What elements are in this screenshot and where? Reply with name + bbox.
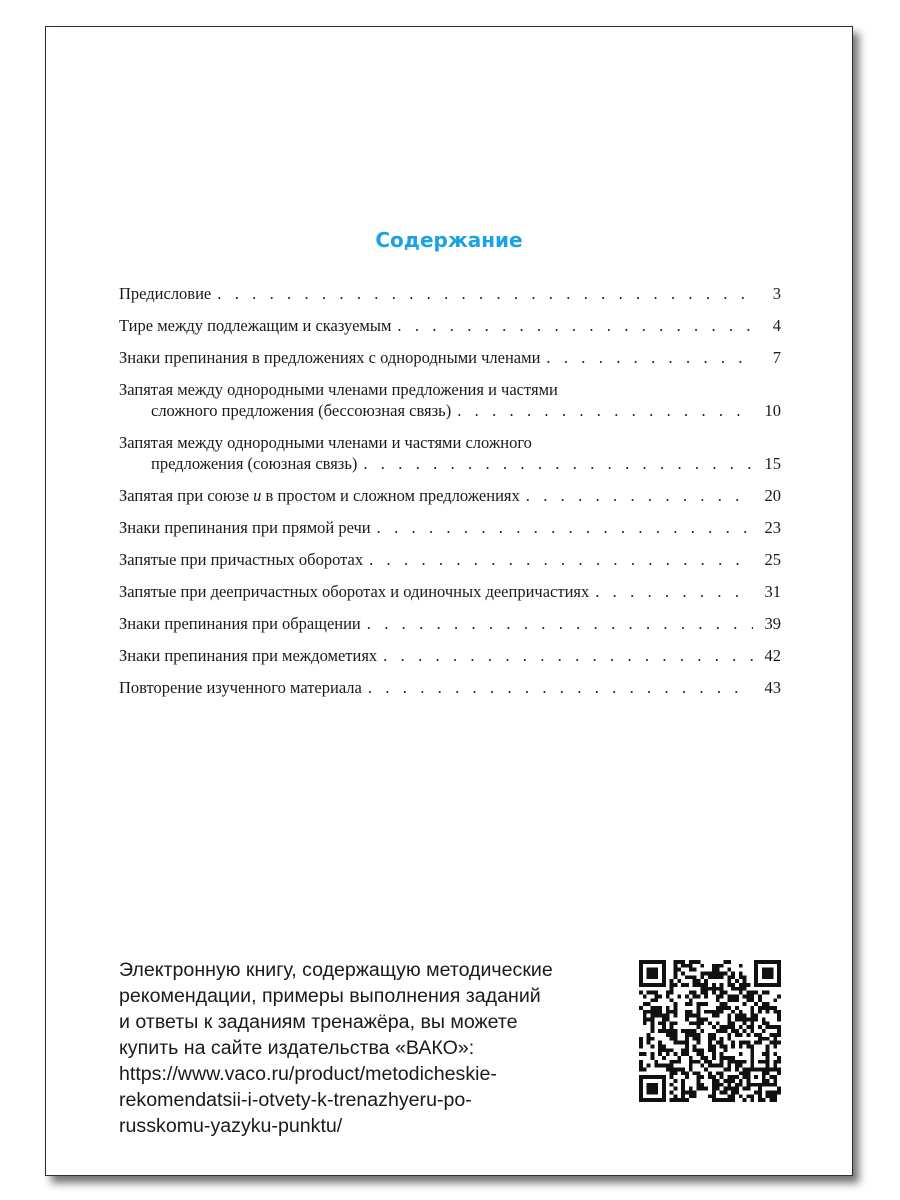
dot-leader xyxy=(363,453,753,474)
toc-entry-title: предложения (союзная связь) xyxy=(151,454,358,473)
toc-entry-title: Знаки препинания при обращении xyxy=(119,614,361,633)
toc-entry-title: Повторение изученного материала xyxy=(119,678,362,697)
toc-entry-title-line: Запятая между однородными членами и частями сложного xyxy=(119,433,532,452)
toc-entry-title: Знаки препинания при прямой речи xyxy=(119,518,371,537)
dot-leader xyxy=(397,315,753,336)
toc-entry[interactable] xyxy=(119,347,781,368)
toc-entry-page-number: 39 xyxy=(764,614,781,633)
ebook-note-line: купить на сайте издательства «ВАКО»: xyxy=(119,1037,475,1059)
toc-entry[interactable] xyxy=(119,485,781,506)
toc-entry-title: Знаки препинания в предложениях с однородными членами xyxy=(119,348,541,367)
dot-leader xyxy=(526,485,753,506)
toc-entry-title: Предисловие xyxy=(119,284,212,303)
toc-entry-page-number: 43 xyxy=(764,678,781,697)
dot-leader xyxy=(383,645,753,666)
toc-entry-title: Тире между подлежащим и сказуемым xyxy=(119,316,392,335)
toc-entry[interactable] xyxy=(119,432,781,474)
dot-leader xyxy=(595,581,753,602)
toc-entry[interactable] xyxy=(119,549,781,570)
toc-entry-page-number: 15 xyxy=(764,454,781,473)
qr-code-icon[interactable] xyxy=(639,960,781,1102)
dot-leader xyxy=(217,283,753,304)
toc-entry-page-number: 31 xyxy=(764,582,781,601)
toc-entry-page-number: 25 xyxy=(764,550,781,569)
dot-leader xyxy=(369,549,753,570)
dot-leader xyxy=(367,613,753,634)
toc-entry[interactable] xyxy=(119,645,781,666)
toc-entry-page-number: 7 xyxy=(772,348,781,367)
toc-entry-title: Знаки препинания при междометиях xyxy=(119,646,378,665)
toc-entry[interactable] xyxy=(119,517,781,538)
toc-entry-page-number: 23 xyxy=(764,518,781,537)
toc-entry-page-number: 4 xyxy=(772,316,781,335)
toc-entry[interactable] xyxy=(119,581,781,602)
dot-leader xyxy=(457,400,753,421)
toc-entry-title-line: Запятая между однородными членами предложения и частями xyxy=(119,380,558,399)
dot-leader xyxy=(546,347,753,368)
ebook-note xyxy=(119,957,639,1139)
toc-entry-title: Запятая при союзе и в простом и сложном предложениях xyxy=(119,486,520,505)
dot-leader xyxy=(368,677,753,698)
toc-entry[interactable] xyxy=(119,613,781,634)
toc-entry-title: сложного предложения (бессоюзная связь) xyxy=(151,401,452,420)
toc-entry[interactable] xyxy=(119,677,781,698)
toc-entry-page-number: 20 xyxy=(764,486,781,505)
toc-entry[interactable] xyxy=(119,283,781,304)
toc-entry-title: Запятые при деепричастных оборотах и одиночных деепричастиях xyxy=(119,582,590,601)
toc-entry[interactable] xyxy=(119,315,781,336)
ebook-note-line: и ответы к заданиям тренажёра, вы можете xyxy=(119,1011,518,1033)
dot-leader xyxy=(377,517,753,538)
table-of-contents xyxy=(119,283,781,709)
ebook-note-line[interactable]: rekomendatsii-i-otvety-k-trenazhyeru-po- xyxy=(119,1089,472,1111)
toc-title: Содержание xyxy=(375,228,523,252)
page-sheet xyxy=(45,26,853,1176)
ebook-note-line[interactable]: russkomu-yazyku-punktu/ xyxy=(119,1115,343,1137)
toc-entry-page-number: 10 xyxy=(764,401,781,420)
ebook-note-line: Электронную книгу, содержащую методические xyxy=(119,959,553,981)
ebook-note-line: рекомендации, примеры выполнения заданий xyxy=(119,985,541,1007)
toc-entry[interactable] xyxy=(119,379,781,421)
toc-entry-title: Запятые при причастных оборотах xyxy=(119,550,364,569)
ebook-note-line[interactable]: https://www.vaco.ru/product/metodicheskie- xyxy=(119,1063,497,1085)
toc-entry-page-number: 3 xyxy=(772,284,781,303)
toc-entry-page-number: 42 xyxy=(764,646,781,665)
